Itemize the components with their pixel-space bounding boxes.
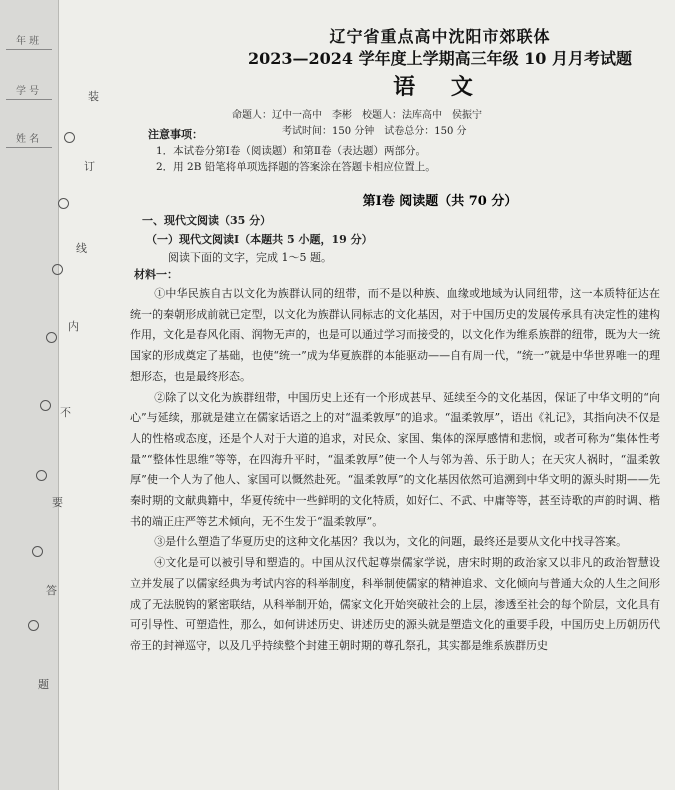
binding-char: 装 — [88, 90, 99, 103]
note-item: 1．本试卷分第Ⅰ卷（阅读题）和第Ⅱ卷（表达题）两部分。 — [156, 145, 426, 157]
binding-char: 线 — [76, 242, 87, 255]
paragraph-3: ③是什么塑造了华夏历史的这种文化基因？我以为，文化的问题，最终还是要从文化中找寻答案。 — [154, 535, 628, 549]
reading-instruction: 阅读下面的文字，完成 1～5 题。 — [168, 251, 332, 264]
binding-char: 答 — [46, 584, 57, 597]
binding-char: 题 — [38, 678, 49, 691]
binding-hole-icon — [32, 546, 43, 557]
binding-hole-icon — [52, 264, 63, 275]
binding-char: 不 — [60, 406, 71, 419]
class-field[interactable]: 年 班 — [4, 30, 54, 50]
school-title: 辽宁省重点高中沈阳市郊联体 — [329, 27, 551, 46]
passage — [130, 284, 660, 657]
paragraph-2: ②除了以文化为族群纽带，中国历史上还有一个形成甚早、延续至今的文化基因，保证了中华文明的“向心”与延续，那就是建立在儒家话语之上的对“温柔敦厚”的追求。“温柔敦厚”，语出《礼记》，其指向决不仅是人的性格或态度，还是个人对于大道的追求，对民众、家国、集体的深厚感情和悲悯，或者可称为“集体性考量”“整体性思维”等等，在四海升平时，“温柔敦厚”使一个人与邻为善、乐于助人；在天灾人祸时，“温柔敦厚”使一个人为了他人、家国可以慨然赴死。“温柔敦厚”的文化基因依然可追溯到中华文明的源头时期——先秦时期的文献典籍中，华夏传统中一些鲜明的文化特质，如好仁、不武、中庸等等，甚至诗歌的声韵时调、楷书的端正庄严等艺术倾向，无不生发于“温柔敦厚”。 — [130, 390, 660, 528]
binding-char: 要 — [52, 496, 63, 509]
note-item: 2．用 2B 铅笔将单项选择题的答案涂在答题卡相应位置上。 — [156, 161, 436, 173]
binding-hole-icon — [58, 198, 69, 209]
binding-hole-icon — [36, 470, 47, 481]
paragraph-1: ①中华民族自古以文化为族群认同的纽带，而不是以种族、血缘或地域为认同纽带，这一本质特征达在统一的秦朝形成前就已定型，以文化为族群认同标志的文化基因，对于中国历史的发展传承具有决定性的建构作用，文化是春风化雨、润物无声的，也是可以通过学习而接受的，以文化作为维系族群的纽带，既为大一统国家的形成奠定了基础，也使“统一”成为华夏族群的本能驱动——自有周一代，“统一”就是中华世界唯一的理想形态，也是最终形态。 — [130, 287, 660, 383]
part-heading: 一、现代文阅读（35 分） — [142, 214, 272, 227]
student-id-field[interactable]: 学 号 — [4, 80, 54, 100]
paragraph-4: ④文化是可以被引导和塑造的。中国从汉代起尊崇儒家学说，唐宋时期的政治家又以非凡的政治智慧设立并发展了以儒家经典为考试内容的科举制度，科举制使儒家的精神追求、文化倾向与普通大众的人生之间形成了无法脱钩的紧密联结，从科举制开始，儒家文化开始突破社会的上层，渗透至社会的每个阶层，文化具有可引导性、可塑造性，那么，如何讲述历史、讲述历史的源头就是塑造文化的重要手段，中国历史上历朝历代帝王的封禅巡守，以及几乎持续整个封建王朝时期的尊孔祭孔，其实都是维系族群历史 — [130, 556, 660, 652]
subject-title: 语 文 — [393, 74, 487, 100]
exam-info-line: 考试时间：150 分钟 试卷总分：150 分 — [282, 126, 467, 137]
section-heading: 第Ⅰ卷 阅读题（共 70 分） — [362, 194, 518, 209]
binding-char: 内 — [68, 320, 79, 333]
binding-char: 订 — [84, 160, 95, 173]
binding-hole-icon — [64, 132, 75, 143]
subpart-heading: （一）现代文阅读Ⅰ（本题共 5 小题，19 分） — [146, 233, 373, 246]
notes-title: 注意事项： — [148, 128, 203, 141]
exam-title: 2023—2024 学年度上学期高三年级 10 月月考试题 — [247, 49, 633, 68]
authors-line: 命题人：辽中一高中 李彬 校题人：法库高中 侯振宁 — [232, 110, 482, 121]
binding-hole-icon — [28, 620, 39, 631]
binding-strip — [0, 0, 59, 790]
binding-hole-icon — [40, 400, 51, 411]
name-field[interactable]: 姓 名 — [4, 128, 54, 148]
material-label: 材料一： — [134, 268, 178, 281]
binding-hole-icon — [46, 332, 57, 343]
